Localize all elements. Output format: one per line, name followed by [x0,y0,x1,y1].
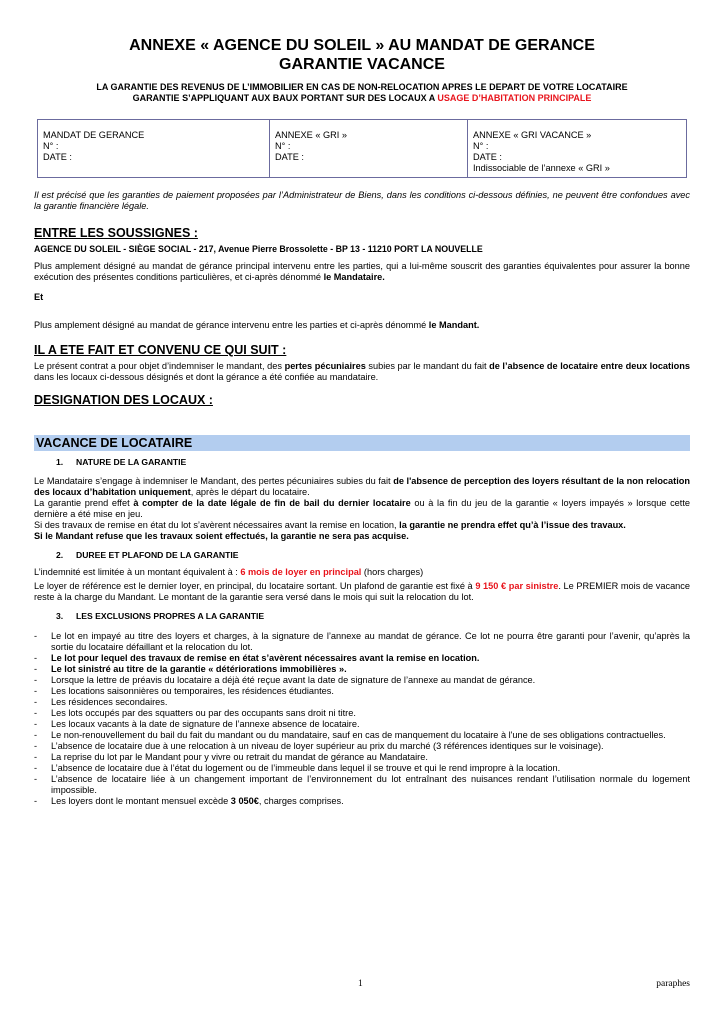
mandant-paragraph: Plus amplement désigné au mandat de gérance intervenu entre les parties et ci-après dénommé le Mandant. [34,320,480,330]
subsection-3-title: 3. LES EXCLUSIONS PROPRES A LA GARANTIE [56,611,265,621]
list-item: - La reprise du lot par le Mandant pour y vivre ou retrait du mandat de gérance au Mandataire. [34,752,428,762]
mandataire-paragraph: Plus amplement désigné au mandat de gérance principal intervenu entre les parties, qui a lui-même souscrit des garanties équivalentes pour assurer la bonne exécution des présentes conditions particulières, et ci-après dénommé le Mandataire. [34,261,690,282]
et-label: Et [34,292,44,302]
list-item: - L’absence de locataire liée à un changement important de l’environnement du lot entraînant des nuisances rendant l’utilisation normale du logement impossible. [34,774,690,795]
mandat-cell: MANDAT DE GERANCE N° : DATE : [38,120,270,178]
duree-paragraph-2: Le loyer de référence est le dernier loyer, en principal, du locataire sortant. Un plafond de garantie est fixé à 9 150 € par sinistre. Le PREMIER mois de vacance reste à la charge du Mandant. Le montant de la garantie sera versé dans le mois qui suit la relocation du lot. [34,581,690,602]
page-number: 1 [358,979,363,989]
list-item: - Les résidences secondaires. [34,697,168,707]
subsection-1-title: 1. NATURE DE LA GARANTIE [56,457,187,467]
reference-table [37,119,687,178]
list-item: - Le non-renouvellement du bail du fait du mandant ou du mandataire, sauf en cas de manquement du locataire à l'une de ses obligations contractuelles. [34,730,666,740]
list-item: - Le lot sinistré au titre de la garantie « détériorations immobilières ». [34,664,347,674]
subsection-2-title: 2. DUREE ET PLAFOND DE LA GARANTIE [56,550,239,560]
document-page [34,36,690,807]
heading-designation: DESIGNATION DES LOCAUX : [34,393,213,407]
heading-soussignes: ENTRE LES SOUSSIGNES : [34,226,198,240]
list-item: - Le lot pour lequel des travaux de remise en état s’avèrent nécessaires avant la remise en location. [34,653,480,663]
subtitle [34,82,690,104]
objet-paragraph: Le présent contrat a pour objet d’indemniser le mandant, des pertes pécuniaires subies par le mandant du fait de l’absence de locataire entre deux locations dans les locaux ci-dessous désignés et dont la gérance a été confiée au mandataire. [34,361,690,382]
list-item: - Lorsque la lettre de préavis du locataire a déjà été reçue avant la date de signature de l’annexe au mandat de gérance. [34,675,536,685]
subtitle-line-2: GARANTIE S’APPLIQUANT AUX BAUX PORTANT SUR DES LOCAUX A USAGE D’HABITATION PRINCIPALE [132,93,592,103]
subtitle-line-1: LA GARANTIE DES REVENUS DE L’IMMOBILIER EN CAS DE NON-RELOCATION APRES LE DEPART DE VOTRE LOCATAIRE [96,82,628,92]
legal-note: Il est précisé que les garanties de paiement proposées par l’Administrateur de Biens, dans les conditions ci-dessous définies, ne peuvent être confondues avec la garantie financière légale. [34,190,690,211]
exclusions-list [34,631,690,807]
duree-paragraph-1: L’indemnité est limitée à un montant équivalent à : 6 mois de loyer en principal (hors charges) [34,567,424,577]
list-item: - Les loyers dont le montant mensuel excède 3 050€, charges comprises. [34,796,344,806]
annexe-gri-cell: ANNEXE « GRI » N° : DATE : [270,120,468,178]
title-line-2: GARANTIE VACANCE [279,56,445,73]
section-band-vacance: VACANCE DE LOCATAIRE [34,435,690,451]
nature-paragraph: Le Mandataire s’engage à indemniser le Mandant, des pertes pécuniaires subies du fait de l'absence de perception des loyers résultant de la non relocation des locaux d’habitation uniquement, après le départ du locataire. La garantie prend effet à compter de la date légale de fin de bail du dernier locataire ou à la fin du jeu de la garantie « loyers impayés » lorsque cette dernière a été mise en jeu. Si des travaux de remise en état du lot s’avèrent nécessaires avant la remise en location, la garantie ne prendra effet qu’à l’issue des travaux. Si le Mandant refuse que les travaux soient effectués, la garantie ne sera pas acquise. [34,476,691,541]
list-item: - L’absence de locataire due à l’état du logement ou de l’immeuble dans lequel il se trouve et qui le rend impropre à la location. [34,763,561,773]
list-item: - L’absence de locataire due à une relocation à un niveau de loyer supérieur au prix du marché (3 références identiques sur le voisinage). [34,741,604,751]
annexe-gri-vacance-cell: ANNEXE « GRI VACANCE » N° : DATE : Indissociable de l’annexe « GRI » [468,120,687,178]
usage-highlight: USAGE D’HABITATION PRINCIPALE [437,93,592,103]
main-title [34,36,690,74]
heading-convenu: IL A ETE FAIT ET CONVENU CE QUI SUIT : [34,343,287,357]
list-item: - Les lots occupés par des squatters ou par des occupants sans droit ni titre. [34,708,356,718]
paraphes-label: paraphes [656,979,690,989]
title-line-1: ANNEXE « AGENCE DU SOLEIL » AU MANDAT DE GERANCE [129,37,595,54]
list-item: - Le lot en impayé au titre des loyers et charges, à la signature de l’annexe au mandat de gérance. Ce lot ne pourra être garanti pour l’avenir, qu’après la sortie du locataire défaillant et la relocation du lot. [34,631,690,652]
list-item: - Les locaux vacants à la date de signature de l’annexe absence de locataire. [34,719,360,729]
list-item: - Les locations saisonnières ou temporaires, les résidences étudiantes. [34,686,334,696]
agency-address: AGENCE DU SOLEIL - SIÈGE SOCIAL - 217, Avenue Pierre Brossolette - BP 13 - 11210 PORT LA NOUVELLE [34,244,483,254]
